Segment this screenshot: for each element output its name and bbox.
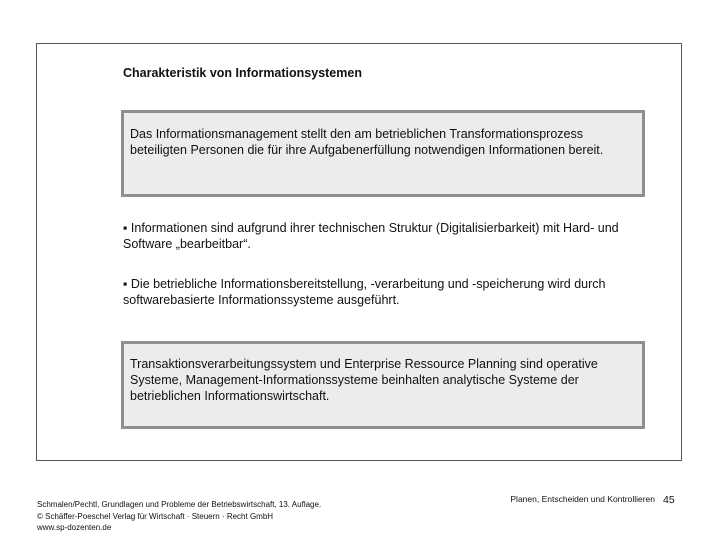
footer-chapter: Planen, Entscheiden und Kontrollieren	[510, 494, 655, 504]
summary-box: Transaktionsverarbeitungssystem und Enterprise Ressource Planning sind operative Systeme, Management-Informationssysteme beinhalten analytische Systeme der betrieblichen Informationswirtschaft.	[121, 341, 645, 429]
definition-box: Das Informationsmanagement stellt den am betrieblichen Transformationsprozess beteiligten Personen die für ihre Aufgabenerfüllung notwendigen Informationen bereit.	[121, 110, 645, 197]
bullet-item-1: ▪ Informationen sind aufgrund ihrer technischen Struktur (Digitalisierbarkeit) mit Hard- und Software „bearbeitbar“.	[123, 221, 619, 251]
citation-line-1: Schmalen/Pechtl, Grundlagen und Probleme der Betriebswirtschaft, 13. Auflage.	[37, 500, 322, 509]
footer-citation	[37, 499, 321, 534]
citation-line-2: © Schäffer-Poeschel Verlag für Wirtschaft · Steuern · Recht GmbH	[37, 511, 274, 521]
citation-line-3: www.sp-dozenten.de	[37, 523, 112, 532]
slide-title: Charakteristik von Informationsystemen	[123, 66, 362, 80]
page-number: 45	[663, 494, 675, 506]
bullet-item-2: ▪ Die betriebliche Informationsbereitstellung, -verarbeitung und -speicherung wird durch softwarebasierte Informationssysteme ausgeführt.	[123, 277, 606, 307]
